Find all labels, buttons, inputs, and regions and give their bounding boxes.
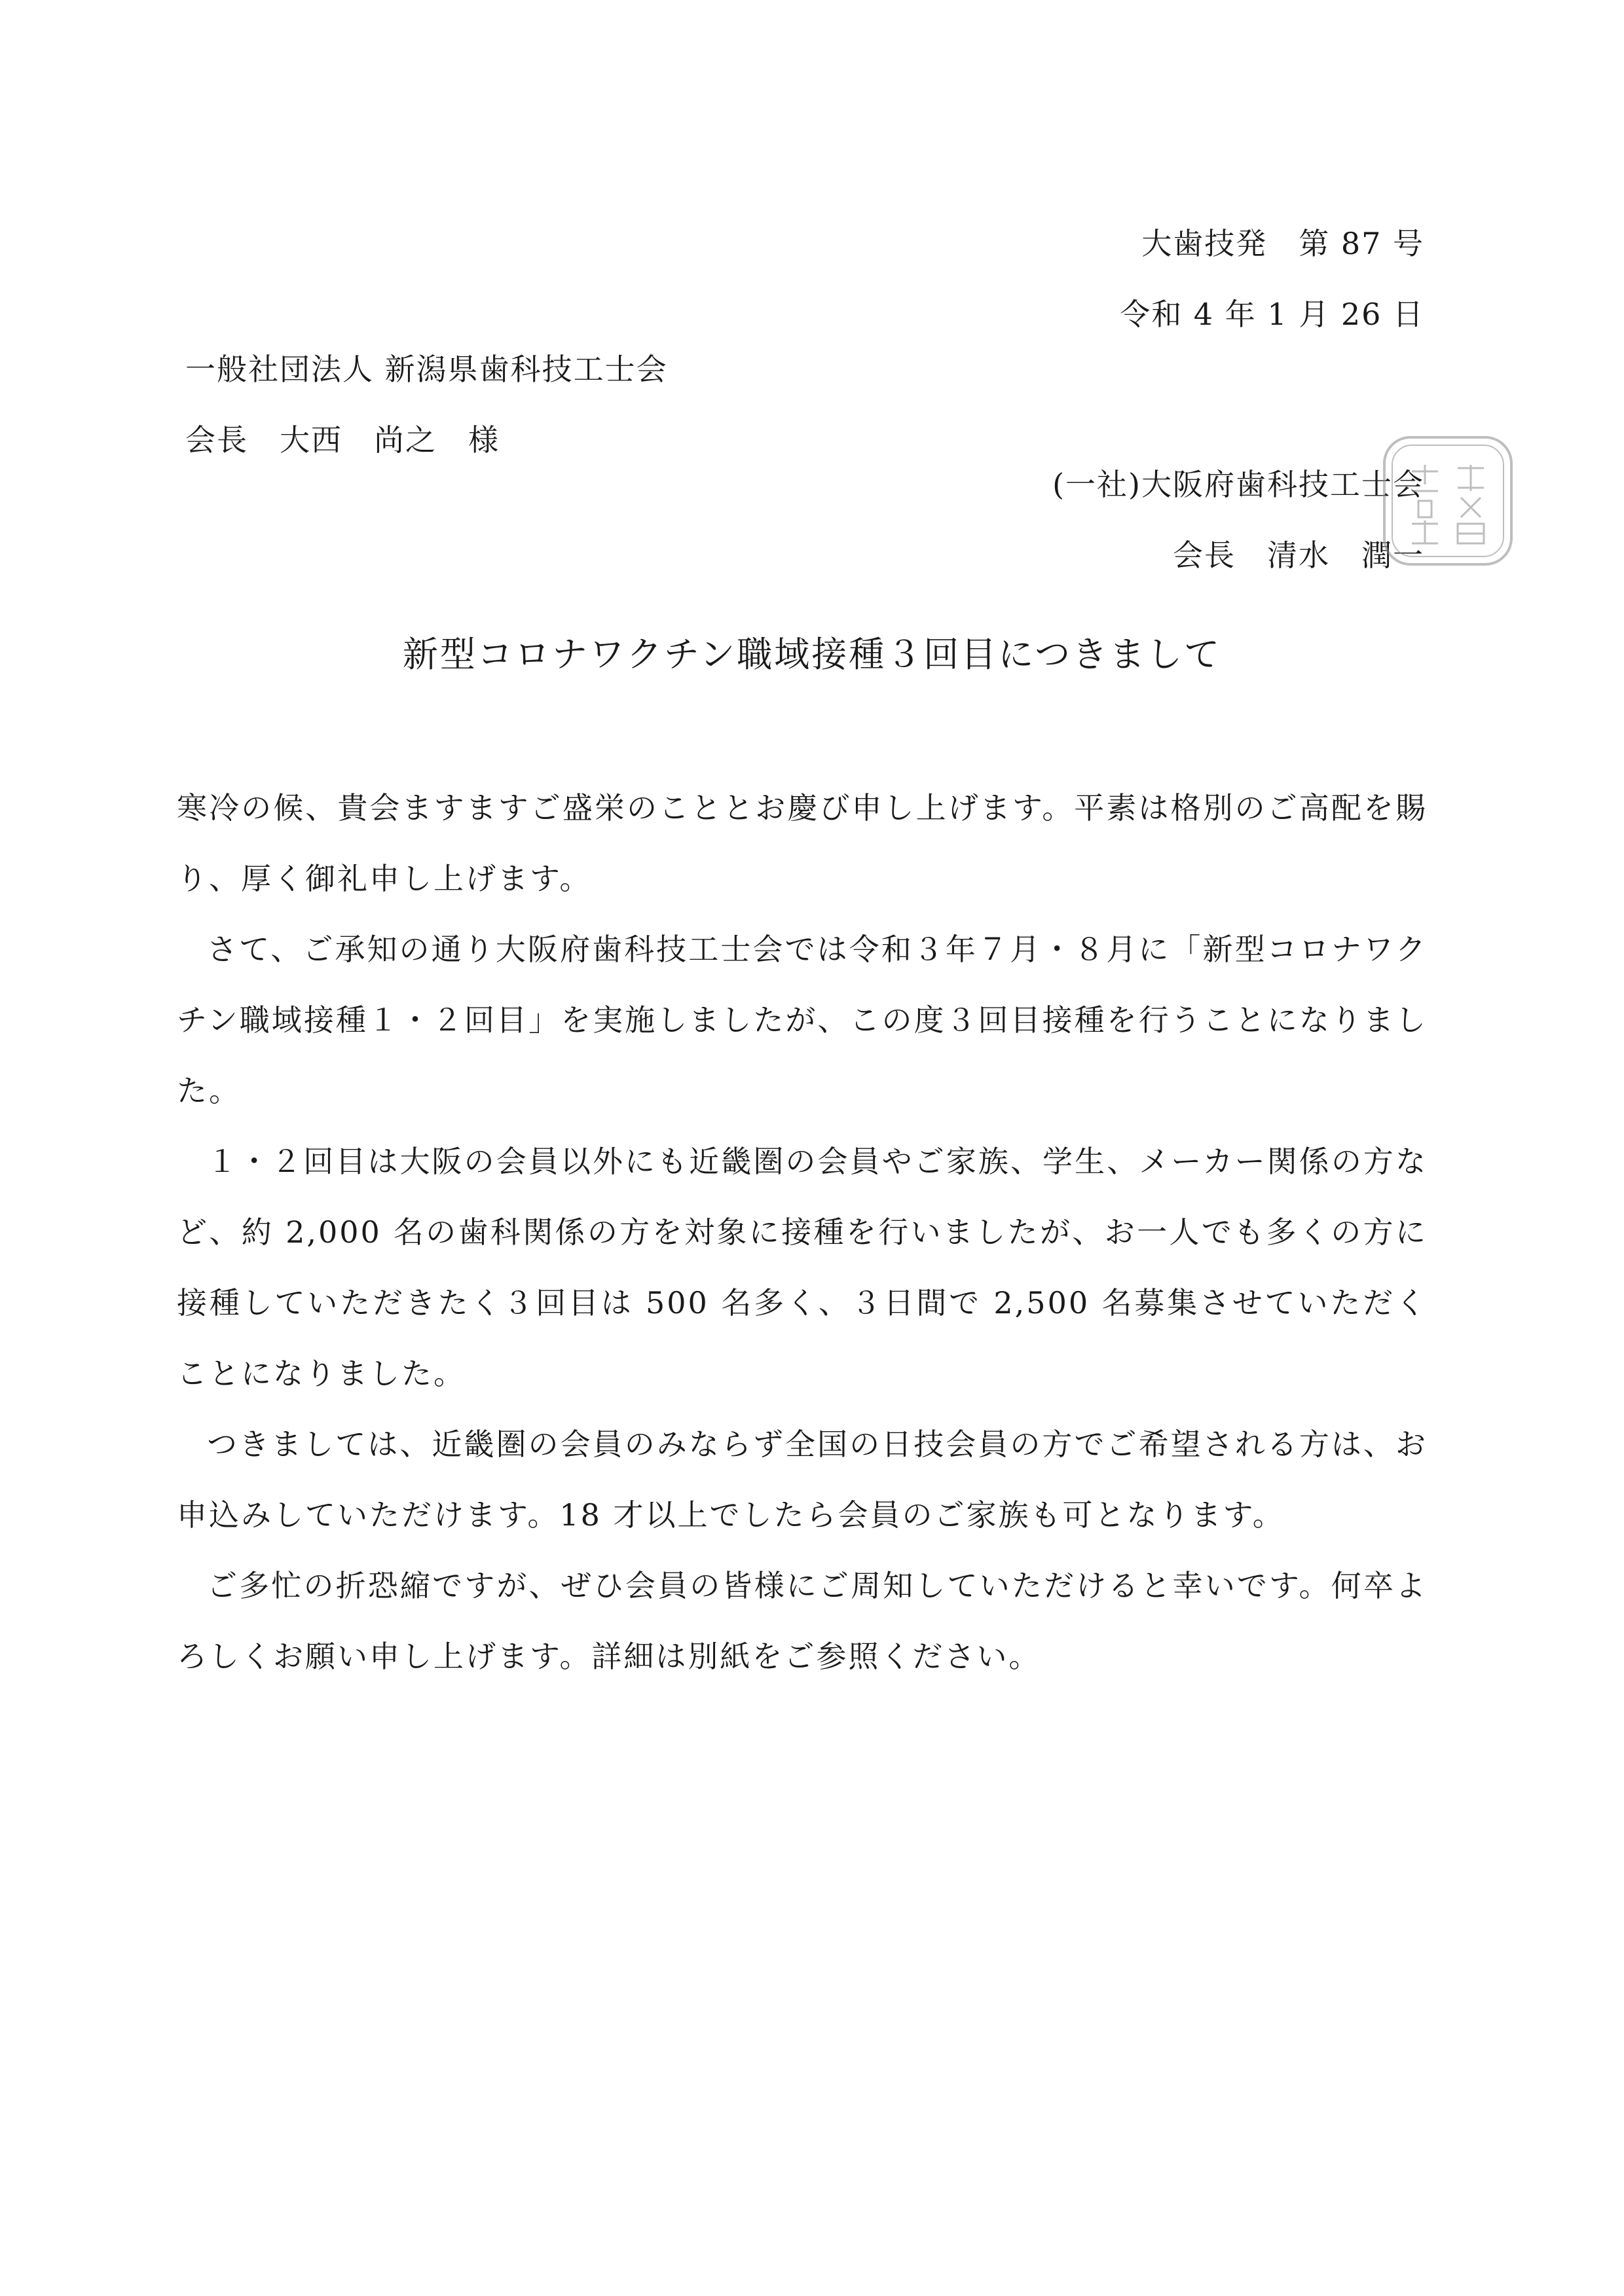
sender-organization: (一社)大阪府歯科技工士会 <box>1052 467 1424 502</box>
body-paragraph: 寒冷の候、貴会ますますご盛栄のこととお慶び申し上げます。平素は格別のご高配を賜り、厚く御礼申し上げます。 <box>177 790 1428 896</box>
sender-block <box>1052 449 1424 591</box>
document-date: 令和 4 年 1 月 26 日 <box>1120 297 1424 332</box>
sender-person: 会長 清水 潤一 <box>1173 538 1424 573</box>
body-paragraph: つきましては、近畿圏の会員のみならず全国の日技会員の方でご希望される方は、お申込みしていただけます。18 才以上でしたら会員のご家族も可となります。 <box>177 1427 1428 1533</box>
body-paragraph: さて、ご承知の通り大阪府歯科技工士会では令和３年７月・８月に「新型コロナワクチン職域接種１・２回目」を実施しましたが、この度３回目接種を行うことになりました。 <box>177 932 1428 1108</box>
official-seal-icon <box>1373 426 1523 576</box>
reference-block <box>1120 208 1424 350</box>
reference-number: 大歯技発 第 87 号 <box>1141 226 1424 261</box>
recipient-person: 会長 大西 尚之 様 <box>185 422 500 458</box>
recipient-organization: 一般社団法人 新潟県歯科技工士会 <box>185 352 668 387</box>
document-title: 新型コロナワクチン職域接種３回目につきまして <box>402 634 1222 675</box>
body-paragraph: ご多忙の折恐縮ですが、ぜひ会員の皆様にご周知していただけると幸いです。何卒よろしくお願い申し上げます。詳細は別紙をご参照ください。 <box>177 1568 1428 1674</box>
recipient-block <box>185 334 668 475</box>
body-paragraph: １・２回目は大阪の会員以外にも近畿圏の会員やご家族、学生、メーカー関係の方など、約 2,000 名の歯科関係の方を対象に接種を行いましたが、お一人でも多くの方に接種していただきたく３回目は 500 名多く、３日間で 2,500 名募集させていただくことになりました。 <box>177 1144 1428 1391</box>
document-body <box>177 773 1428 1692</box>
